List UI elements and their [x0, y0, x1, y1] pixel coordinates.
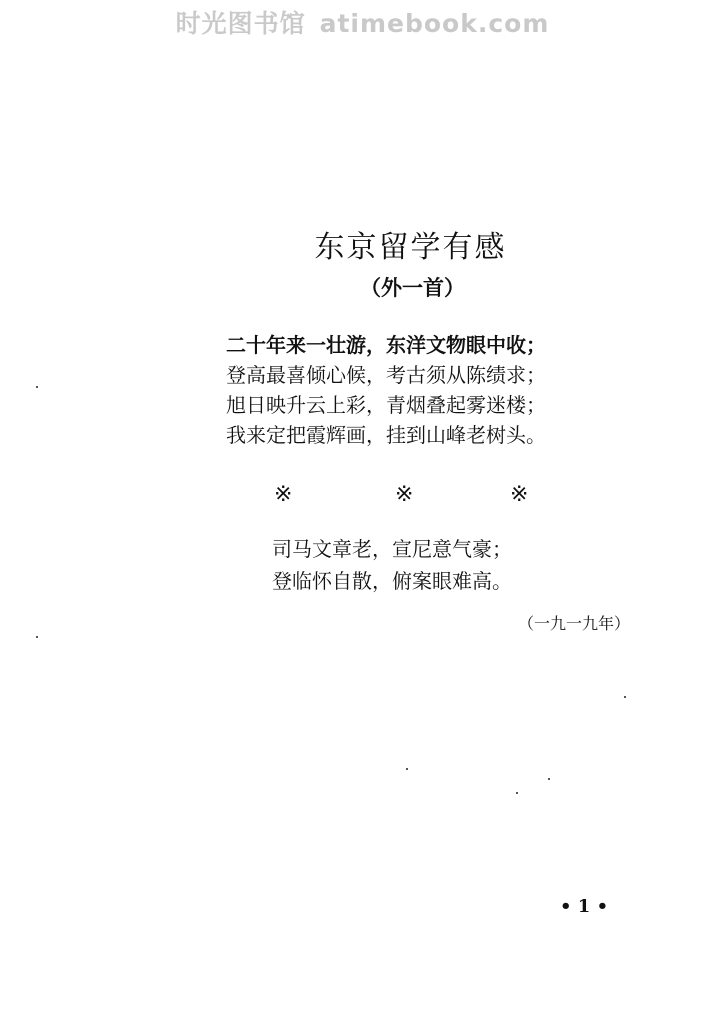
poem-line: 二十年来一壮游，东洋文物眼中收；	[226, 333, 546, 357]
poem-title: 东京留学有感	[314, 230, 507, 265]
scan-speck	[36, 636, 38, 638]
watermark	[0, 4, 725, 40]
poem-line: 司马文章老，宣尼意气豪；	[272, 537, 512, 561]
poem-line: 旭日映升云上彩，青烟叠起雾迷楼；	[226, 393, 546, 417]
poem-line: 我来定把霞辉画，挂到山峰老树头。	[226, 423, 546, 447]
poem-line: 登临怀自散，俯案眼难高。	[272, 569, 512, 593]
poem-stanza-2	[272, 533, 572, 597]
separator-mark: ※	[274, 482, 293, 507]
scan-speck	[624, 696, 626, 698]
watermark-url: atimebook.com	[319, 9, 550, 38]
poem-subtitle: （外一首）	[360, 275, 465, 300]
scan-speck	[516, 792, 518, 794]
scan-speck	[36, 386, 38, 388]
watermark-site-name: 时光图书馆	[175, 9, 306, 38]
separator-mark: ※	[395, 482, 414, 507]
poem-line: 登高最喜倾心候，考古须从陈绩求；	[226, 363, 546, 387]
scan-speck	[548, 778, 550, 780]
scan-speck	[406, 768, 408, 770]
poem-date: （一九一九年）	[518, 614, 631, 633]
page-number: • 1 •	[560, 896, 609, 917]
separator-mark: ※	[510, 482, 529, 507]
poem-stanza-1	[226, 330, 606, 450]
